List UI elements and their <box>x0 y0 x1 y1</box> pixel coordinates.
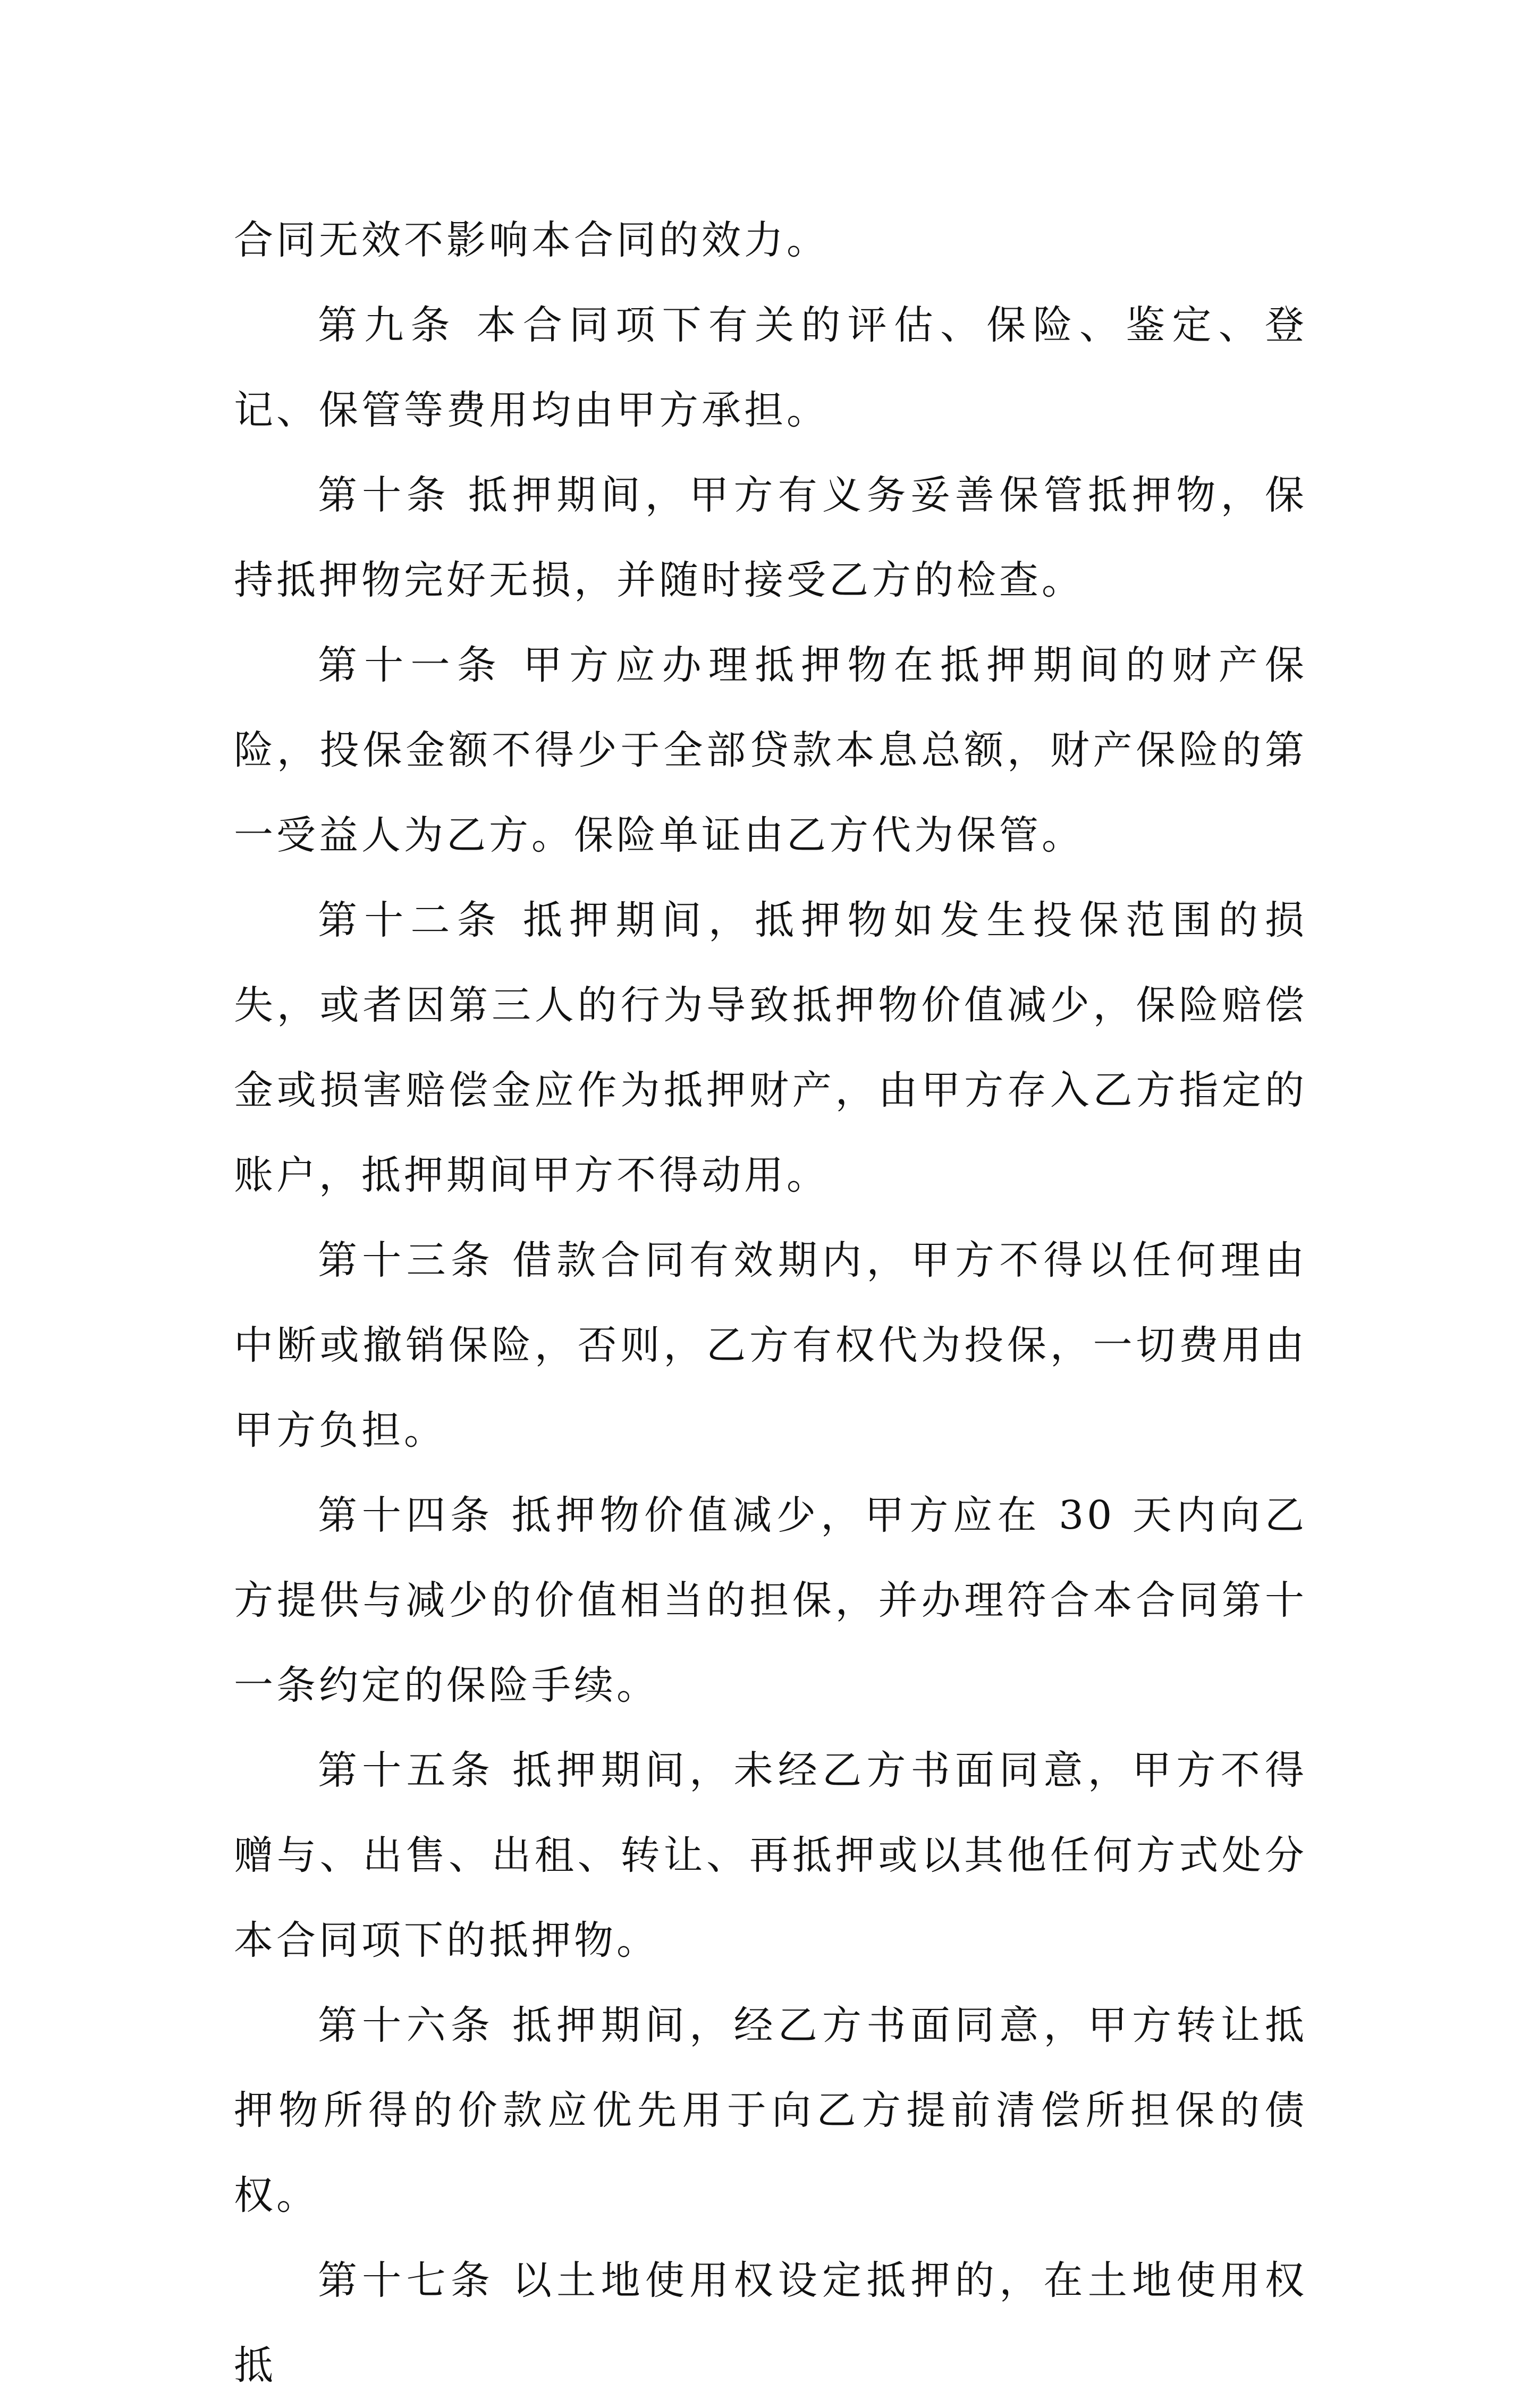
article-16: 第十六条 抵押期间，经乙方书面同意，甲方转让抵押物所得的价款应优先用于向乙方提前清偿所担保的债权。 <box>234 2003 1307 2218</box>
document-body <box>234 198 1307 2408</box>
paragraph-continuation: 合同无效不影响本合同的效力。 <box>234 217 829 263</box>
article-17: 第十七条 以土地使用权设定抵押的，在土地使用权抵 <box>234 2258 1307 2388</box>
article-11: 第十一条 甲方应办理抵押物在抵押期间的财产保险，投保金额不得少于全部贷款本息总额，财产保险的第一受益人为乙方。保险单证由乙方代为保管。 <box>234 642 1307 858</box>
article-10: 第十条 抵押期间，甲方有义务妥善保管抵押物，保持抵押物完好无损，并随时接受乙方的检查。 <box>234 472 1307 603</box>
article-9: 第九条 本合同项下有关的评估、保险、鉴定、登记、保管等费用均由甲方承担。 <box>234 302 1307 433</box>
article-12: 第十二条 抵押期间，抵押物如发生投保范围的损失，或者因第三人的行为导致抵押物价值减少，保险赔偿金或损害赔偿金应作为抵押财产，由甲方存入乙方指定的账户，抵押期间甲方不得动用。 <box>234 897 1307 1198</box>
article-15: 第十五条 抵押期间，未经乙方书面同意，甲方不得赠与、出售、出租、转让、再抵押或以其他任何方式处分本合同项下的抵押物。 <box>234 1748 1307 1963</box>
article-13: 第十三条 借款合同有效期内，甲方不得以任何理由中断或撤销保险，否则，乙方有权代为投保，一切费用由甲方负担。 <box>234 1237 1307 1453</box>
article-14: 第十四条 抵押物价值减少，甲方应在 30 天内向乙方提供与减少的价值相当的担保，并办理符合本合同第十一条约定的保险手续。 <box>234 1493 1307 1708</box>
